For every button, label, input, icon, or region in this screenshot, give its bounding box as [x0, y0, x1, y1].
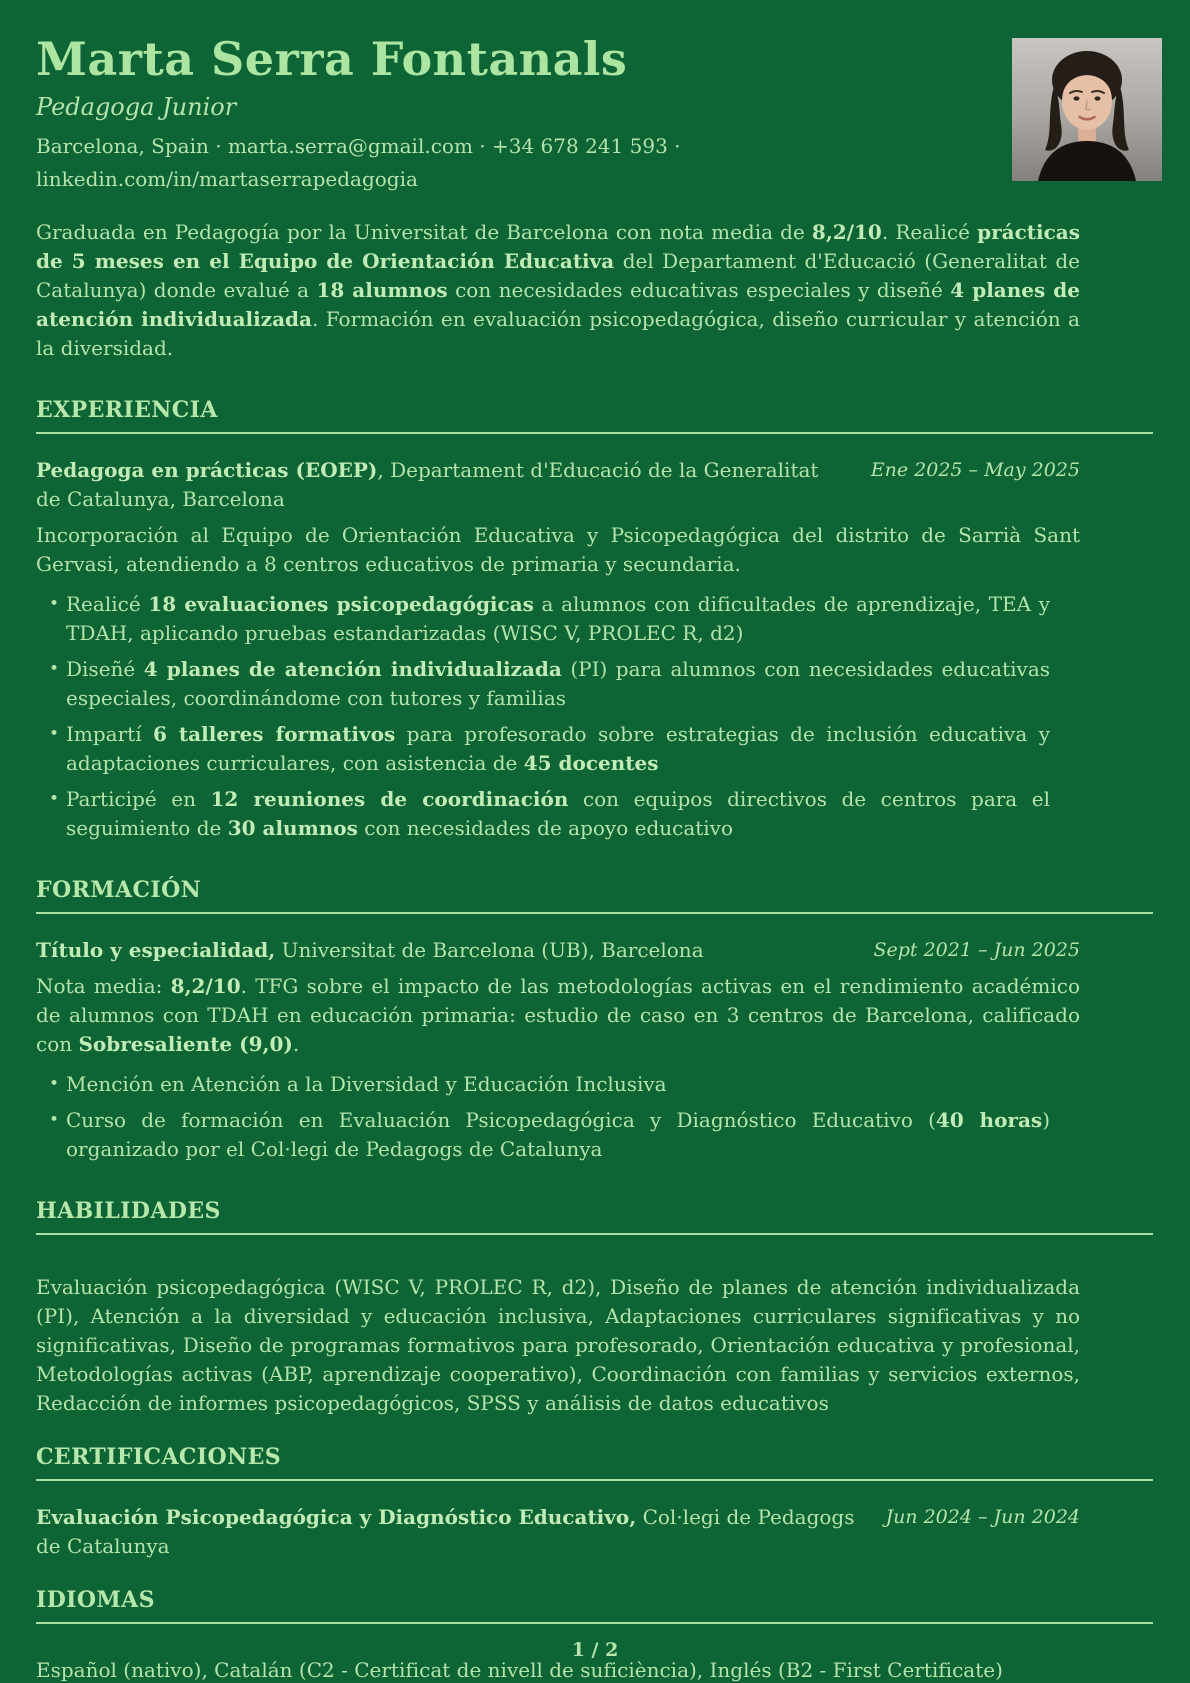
job-title: Pedagoga Junior [36, 92, 237, 121]
entry-title: Evaluación Psicopedagógica y Diagnóstico Educativo, Col·legi de Pedagogs de Catalunya [36, 1504, 855, 1558]
bullet-item: • Diseñé 4 planes de atención individualizada (PI) para alumnos con necesidades educativas especiales, coordinándome con tutores y familias [66, 655, 1050, 713]
entry-date: Ene 2025 – May 2025 [870, 458, 1080, 481]
certification-entry [36, 1503, 1080, 1561]
profile-photo [1012, 38, 1162, 181]
section-certificaciones [36, 1444, 1153, 1561]
bullet-item: • Mención en Atención a la Diversidad y Educación Inclusiva [66, 1070, 1050, 1099]
entry-title: Pedagoga en prácticas (EOEP), Departament d'Educació de la Generalitat de Catalunya, Barcelona [36, 457, 819, 511]
bullet-item: • Curso de formación en Evaluación Psicopedagógica y Diagnóstico Educativo (40 horas) organizado por el Col·legi de Pedagogs de Catalunya [66, 1106, 1050, 1164]
entry-title: Título y especialidad, Universitat de Barcelona (UB), Barcelona [36, 937, 704, 962]
education-entry [36, 936, 1080, 1164]
entry-header [36, 1503, 1080, 1561]
section-experiencia [36, 397, 1153, 843]
skills-paragraph: Evaluación psicopedagógica (WISC V, PROLEC R, d2), Diseño de planes de atención individualizada (PI), Atención a la diversidad y educación inclusiva, Adaptaciones curriculares significativas y no significativas, Diseño de programas formativos para profesorado, Orientación educativa y profesional, Metodologías activas (ABP, aprendizaje cooperativo), Coordinación con familias y servicios externos, Redacción de informes psicopedagógicos, SPSS y análisis de datos educativos [36, 1274, 1080, 1415]
section-heading-experiencia: EXPERIENCIA [36, 397, 1153, 434]
contact-line-2: linkedin.com/in/martaserrapedagogia [36, 166, 418, 191]
section-idiomas [36, 1587, 1153, 1683]
section-heading-idiomas: IDIOMAS [36, 1587, 1153, 1624]
person-name: Marta Serra Fontanals [36, 32, 628, 86]
experience-bullets [36, 590, 1050, 843]
summary-paragraph: Graduada en Pedagogía por la Universitat de Barcelona con nota media de 8,2/10. Realicé prácticas de 5 meses en el Equipo de Orientación Educativa del Departament d'Educació (Generalitat de Catalunya) donde evalué a 18 alumnos con necesidades educativas especiales y diseñé 4 planes de atención individualizada. Formación en evaluación psicopedagógica, diseño curricular y atención a la diversidad. [36, 219, 1080, 360]
entry-description: Incorporación al Equipo de Orientación Educativa y Psicopedagógica del distrito de Sarrià Sant Gervasi, atendiendo a 8 centros educativos de primaria y secundaria. [36, 522, 1080, 576]
resume-header [36, 34, 1153, 196]
experience-entry [36, 456, 1080, 843]
entry-header [36, 456, 1080, 514]
bullet-item: • Realicé 18 evaluaciones psicopedagógicas a alumnos con dificultades de aprendizaje, TEA y TDAH, aplicando pruebas estandarizadas (WISC V, PROLEC R, d2) [66, 590, 1050, 648]
section-formacion [36, 877, 1153, 1164]
contact-line-1: Barcelona, Spain · marta.serra@gmail.com · +34 678 241 593 · [36, 133, 681, 158]
section-heading-habilidades: HABILIDADES [36, 1198, 1153, 1235]
bullet-item: • Participé en 12 reuniones de coordinación con equipos directivos de centros para el seguimiento de 30 alumnos con necesidades de apoyo educativo [66, 785, 1050, 843]
entry-description: Nota media: 8,2/10. TFG sobre el impacto de las metodologías activas en el rendimiento académico de alumnos con TDAH en educación primaria: estudio de caso en 3 centros de Barcelona, calificado con Sobresaliente (9,0). [36, 973, 1080, 1056]
section-heading-formacion: FORMACIÓN [36, 877, 1153, 914]
bullet-item: • Impartí 6 talleres formativos para profesorado sobre estrategias de inclusión educativa y adaptaciones curriculares, con asistencia de 45 docentes [66, 720, 1050, 778]
education-bullets [36, 1070, 1050, 1164]
entry-date: Jun 2024 – Jun 2024 [885, 1505, 1080, 1528]
page-number: 1 / 2 [571, 1639, 619, 1661]
section-habilidades [36, 1198, 1153, 1418]
entry-date: Sept 2021 – Jun 2025 [873, 938, 1080, 961]
languages-paragraph: Español (nativo), Catalán (C2 - Certificat de nivell de suficiència), Inglés (B2 - First Certificate) [36, 1657, 1003, 1682]
entry-header [36, 936, 1080, 965]
section-heading-certificaciones: CERTIFICACIONES [36, 1444, 1153, 1481]
